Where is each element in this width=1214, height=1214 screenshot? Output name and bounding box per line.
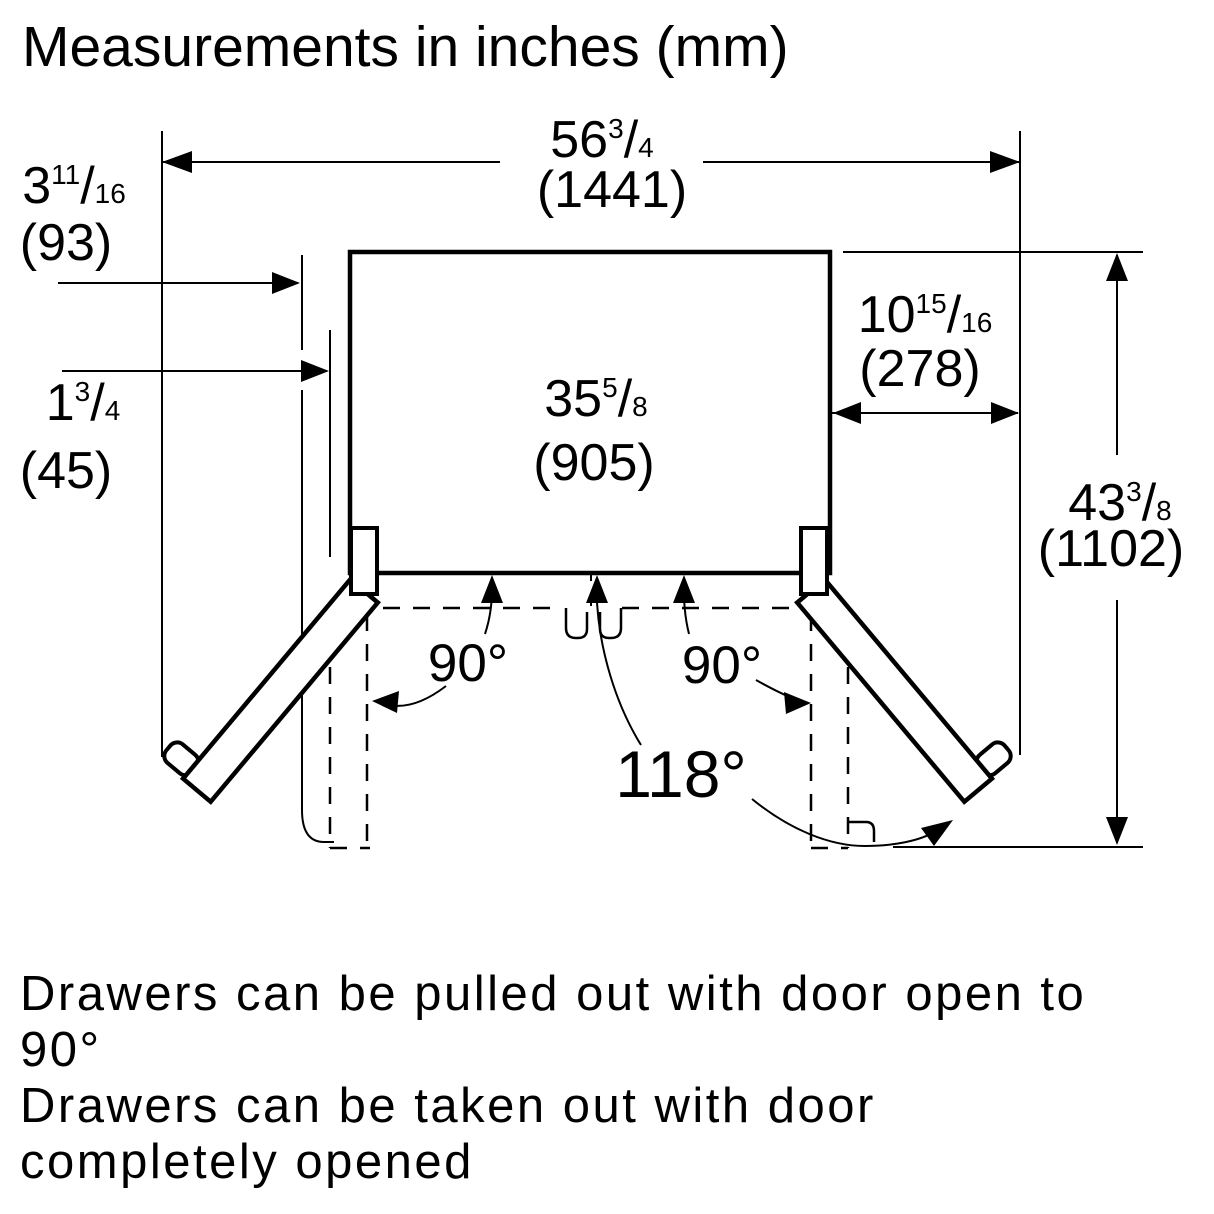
- right-door-open: [797, 560, 1015, 802]
- arrowhead: [372, 691, 399, 713]
- arc-118-sweep: [752, 799, 936, 846]
- dim-handle-clearance-in: $3^{11}/16$: [22, 157, 126, 215]
- dim-door-depth-in: $10^{15}/16$: [857, 286, 993, 344]
- page-title: Measurements in inches (mm): [22, 15, 789, 79]
- right-90-handle: [848, 822, 874, 842]
- right-hinge-block: [801, 528, 827, 594]
- arrowhead: [1106, 817, 1128, 845]
- dim-overall-depth-mm: (1102): [1037, 520, 1185, 578]
- closed-handle-right: [600, 608, 621, 638]
- arrowhead: [991, 402, 1019, 424]
- left-door-slab: [183, 579, 378, 801]
- right-door-slab: [797, 579, 992, 801]
- left-door-open: [159, 560, 377, 802]
- arrowhead: [833, 402, 861, 424]
- angle-left-90-label: 90°: [427, 634, 509, 693]
- dim-door-clearance-in: $1^3/4$: [45, 374, 121, 432]
- arrowhead: [673, 575, 695, 603]
- dim-cabinet-width-mm: (905): [533, 434, 655, 492]
- arrowhead: [301, 360, 329, 382]
- dim-door-clearance-mm: (45): [19, 442, 113, 500]
- arrowhead: [481, 575, 503, 603]
- dim-handle-clearance-mm: (93): [19, 214, 113, 272]
- arrowhead: [272, 272, 300, 294]
- arrowhead: [990, 151, 1020, 173]
- dim-overall-width-mm: (1441): [536, 161, 688, 219]
- note-pulled-out-line1: Drawers can be pulled out with door open to: [20, 967, 1087, 1021]
- dim-overall-width-in: $56^3/4$: [550, 111, 654, 169]
- closed-handle-left: [566, 608, 587, 638]
- arrowhead: [1106, 253, 1128, 281]
- angle-118-label: 118°: [615, 737, 747, 811]
- arrowhead: [784, 692, 811, 714]
- arrowhead: [162, 151, 192, 173]
- dim-cabinet-width-in: $35^5/8$: [544, 370, 648, 428]
- note-pulled-out-line2: 90°: [20, 1023, 102, 1077]
- arrowhead: [586, 575, 608, 603]
- note-taken-out-line1: Drawers can be taken out with door: [20, 1079, 876, 1133]
- footnotes: [20, 966, 1210, 1190]
- left-hinge-block: [351, 528, 377, 594]
- angle-right-90-label: 90°: [681, 636, 763, 695]
- arc-118-start: [597, 603, 641, 745]
- dim-overall-depth-in: $43^3/8$: [1068, 474, 1172, 532]
- arrowhead: [921, 820, 953, 846]
- dim-door-depth-mm: (278): [859, 340, 981, 398]
- note-taken-out-line2: completely opened: [20, 1135, 474, 1189]
